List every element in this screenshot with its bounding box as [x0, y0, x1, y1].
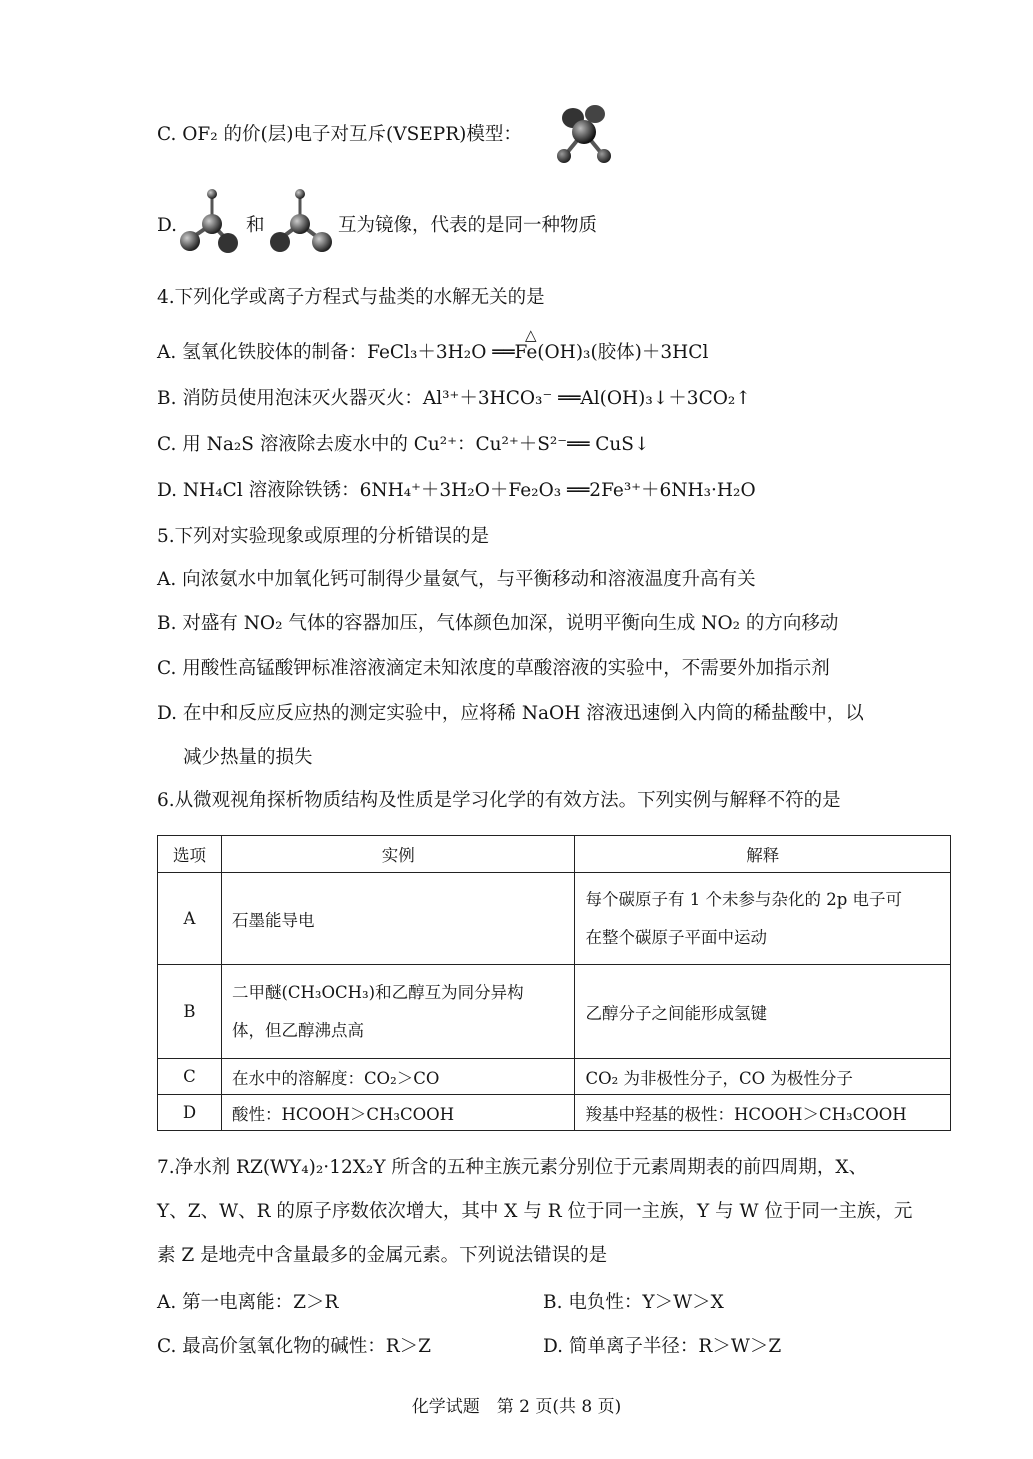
- q3-option-d-prefix: D.: [157, 215, 178, 236]
- row-example: 在水中的溶解度：CO₂＞CO: [221, 1059, 575, 1095]
- row-option: B: [158, 965, 222, 1059]
- q6-table: [157, 835, 951, 1131]
- row-option: A: [158, 873, 222, 965]
- row-example: [221, 965, 575, 1059]
- q4-option-a: A. 氢氧化铁胶体的制备：FeCl₃＋3H₂O ══Fe(OH)₃(胶体)＋3HCl: [157, 342, 709, 363]
- q4-stem: 4.下列化学或离子方程式与盐类的水解无关的是: [157, 287, 545, 308]
- table-row: [158, 1095, 951, 1131]
- q7-stem-line3: 素 Z 是地壳中含量最多的金属元素。下列说法错误的是: [157, 1245, 608, 1266]
- row-explain: [575, 873, 951, 965]
- q5-option-d-cont: 减少热量的损失: [183, 747, 313, 768]
- q4-option-d: D. NH₄Cl 溶液除铁锈：6NH₄⁺＋3H₂O＋Fe₂O₃ ══2Fe³⁺＋6NH₃·H₂O: [157, 480, 756, 501]
- header-option: 选项: [158, 836, 222, 873]
- row-explain: 乙醇分子之间能形成氢键: [575, 965, 951, 1059]
- row-explain: 羧基中羟基的极性：HCOOH＞CH₃COOH: [575, 1095, 951, 1131]
- q7-option-b: B. 电负性：Y＞W＞X: [543, 1292, 724, 1313]
- molecule-right-icon: [270, 186, 334, 258]
- table-row: [158, 1059, 951, 1095]
- q6-stem: 6.从微观视角探析物质结构及性质是学习化学的有效方法。下列实例与解释不符的是: [157, 790, 841, 811]
- q7-option-d: D. 简单离子半径：R＞W＞Z: [543, 1336, 782, 1357]
- q7-option-a: A. 第一电离能：Z＞R: [157, 1292, 339, 1313]
- row-example-line1: 二甲醚(CH₃OCH₃)和乙醇互为同分异构: [231, 982, 524, 1002]
- row-option: C: [158, 1059, 222, 1095]
- q3-option-c: C. OF₂ 的价(层)电子对互斥(VSEPR)模型：: [157, 124, 522, 145]
- table-row: [158, 873, 951, 965]
- molecule-left-icon: [178, 186, 240, 258]
- row-explain-line1: 每个碳原子有 1 个未参与杂化的 2p 电子可: [585, 889, 903, 909]
- q3-option-d-and: 和: [246, 215, 265, 236]
- q7-option-c: C. 最高价氢氧化物的碱性：R＞Z: [157, 1336, 432, 1357]
- row-explain-line2: 在整个碳原子平面中运动: [585, 927, 767, 947]
- table-header-row: [158, 836, 951, 873]
- q5-stem: 5.下列对实验现象或原理的分析错误的是: [157, 526, 490, 547]
- row-example-line2: 体，但乙醇沸点高: [231, 1020, 364, 1040]
- q4-option-b: B. 消防员使用泡沫灭火器灭火：Al³⁺＋3HCO₃⁻ ══Al(OH)₃↓＋3CO₂↑: [157, 388, 751, 409]
- heat-symbol: △: [525, 326, 537, 344]
- q5-option-b: B. 对盛有 NO₂ 气体的容器加压，气体颜色加深，说明平衡向生成 NO₂ 的方向移动: [157, 613, 839, 634]
- row-example: 酸性：HCOOH＞CH₃COOH: [221, 1095, 575, 1131]
- row-option: D: [158, 1095, 222, 1131]
- table-row: [158, 965, 951, 1059]
- q3-option-d-text: 互为镜像，代表的是同一种物质: [338, 215, 598, 236]
- q4-option-c: C. 用 Na₂S 溶液除去废水中的 Cu²⁺：Cu²⁺＋S²⁻══ CuS↓: [157, 434, 650, 455]
- row-example: 石墨能导电: [221, 873, 575, 965]
- page-footer: 化学试题 第 2 页(共 8 页): [411, 1397, 622, 1417]
- q5-option-a: A. 向浓氨水中加氧化钙可制得少量氨气，与平衡移动和溶液温度升高有关: [157, 569, 756, 590]
- row-explain: CO₂ 为非极性分子，CO 为极性分子: [575, 1059, 951, 1095]
- q7-stem-line1: 7.净水剂 RZ(WY₄)₂·12X₂Y 所含的五种主族元素分别位于元素周期表的前四周期，X、: [157, 1157, 868, 1178]
- header-explain: 解释: [575, 836, 951, 873]
- header-example: 实例: [221, 836, 575, 873]
- q5-option-d: D. 在中和反应反应热的测定实验中，应将稀 NaOH 溶液迅速倒入内筒的稀盐酸中，以: [157, 703, 864, 724]
- q7-stem-line2: Y、Z、W、R 的原子序数依次增大，其中 X 与 R 位于同一主族，Y 与 W 位于同一主族，元: [157, 1201, 913, 1222]
- q5-option-c: C. 用酸性高锰酸钾标准溶液滴定未知浓度的草酸溶液的实验中，不需要外加指示剂: [157, 658, 830, 679]
- vsepr-model-icon: [548, 100, 620, 170]
